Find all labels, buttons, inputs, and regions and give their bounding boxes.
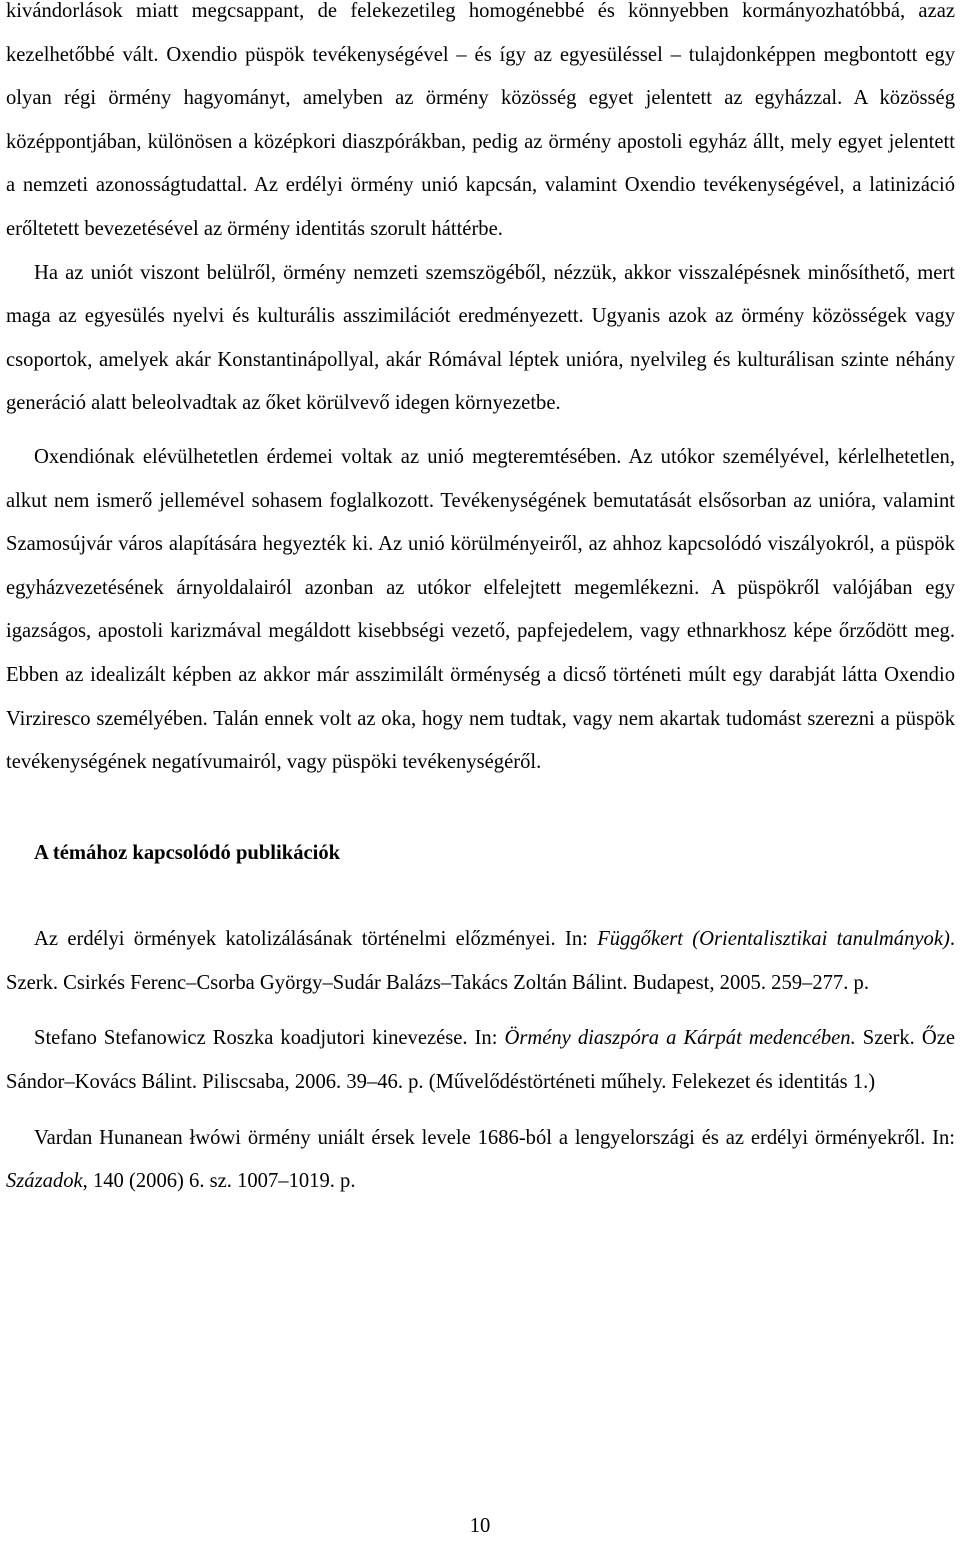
- publication-text: , 140 (2006) 6. sz. 1007–1019. p.: [82, 1170, 356, 1193]
- publication-title: Századok: [6, 1170, 83, 1193]
- publication-title: Függőkert (Orientalisztikai tanulmányok): [597, 928, 950, 951]
- body-paragraph: kivándorlások miatt megcsappant, de felekezetileg homogénebbé és könnyebben kormányozhatóbbá, azaz kezelhetőbbé vált. Oxendio püspök tevékenységével – és így az egyesüléssel – tulajdonképpen megbontott egy olyan régi örmény hagyományt, amelyben az örmény közösség egyet jelentett az egyházzal. A közösség középpontjában, különösen a középkori diaszpórákban, pedig az örmény apostoli egyház állt, mely egyet jelentett a nemzeti azonosságtudattal. Az erdélyi örmény unió kapcsán, valamint Oxendio tevékenységével, a latinizáció erőltetett bevezetésével az örmény identitás szorult háttérbe.: [6, 0, 955, 240]
- body-paragraph: Oxendiónak elévülhetetlen érdemei voltak az unió megteremtésében. Az utókor személyével, kérlelhetetlen, alkut nem ismerő jellemével sohasem foglalkozott. Tevékenységének bemutatását elsősorban az unióra, valamint Szamosújvár város alapítására hegyezték ki. Az unió körülményeiről, az ahhoz kapcsolódó viszályokról, a püspök egyházvezetésének árnyoldalairól azonban az utókor elfelejtett megemlékezni. A püspökről valójában egy igazságos, apostoli karizmával megáldott kisebbségi vezető, papfejedelem, vagy ethnarkhosz képe őrződött meg. Ebben az idealizált képben az akkor már asszimilált örménység a dicső történeti múlt egy darabját látta Oxendio Virziresco személyében. Talán ennek volt az oka, hogy nem tudtak, vagy nem akartak tudomást szerezni a püspök tevékenységének negatívumairól, vagy püspöki tevékenységéről.: [6, 445, 955, 774]
- body-paragraph: Ha az uniót viszont belülről, örmény nemzeti szemszögéből, nézzük, akkor visszalépésnek minősíthető, mert maga az egyesülés nyelvi és kulturális asszimilációt eredményezett. Ugyanis azok az örmény közösségek vagy csoportok, amelyek akár Konstantinápollyal, akár Rómával léptek unióra, nyelvileg és kulturálisan szinte néhány generáció alatt beleolvadtak az őket körülvevő idegen környezetbe.: [6, 261, 955, 415]
- publication-text: Az erdélyi örmények katolizálásának történelmi előzményei. In:: [34, 928, 598, 951]
- section-heading: A témához kapcsolódó publikációk: [34, 841, 341, 864]
- publication-text: . Szerk. Csirkés Ferenc–Csorba György–Sudár Balázs–Takács Zoltán Bálint. Budapest, 2005. 259–277. p.: [6, 928, 955, 994]
- publication-text: Stefano Stefanowicz Roszka koadjutori kinevezése. In:: [34, 1027, 505, 1050]
- publication-entry: [6, 1017, 955, 1104]
- publication-entry: [6, 918, 955, 1005]
- publication-text: Vardan Hunanean łwówi örmény uniált érsek levele 1686-ból a lengyelországi és az erdélyi örményekről. In:: [34, 1126, 955, 1149]
- publication-title: Örmény diaszpóra a Kárpát medencében.: [504, 1027, 856, 1050]
- publication-text: Szerk. Őze Sándor–Kovács Bálint. Piliscsaba, 2006. 39–46. p. (Művelődéstörténeti műhely. Felekezet és identitás 1.): [6, 1027, 955, 1094]
- page-number: 10: [469, 1515, 491, 1537]
- publication-list: [6, 918, 955, 1204]
- document-page: [6, 0, 955, 1216]
- publication-entry: [6, 1117, 955, 1204]
